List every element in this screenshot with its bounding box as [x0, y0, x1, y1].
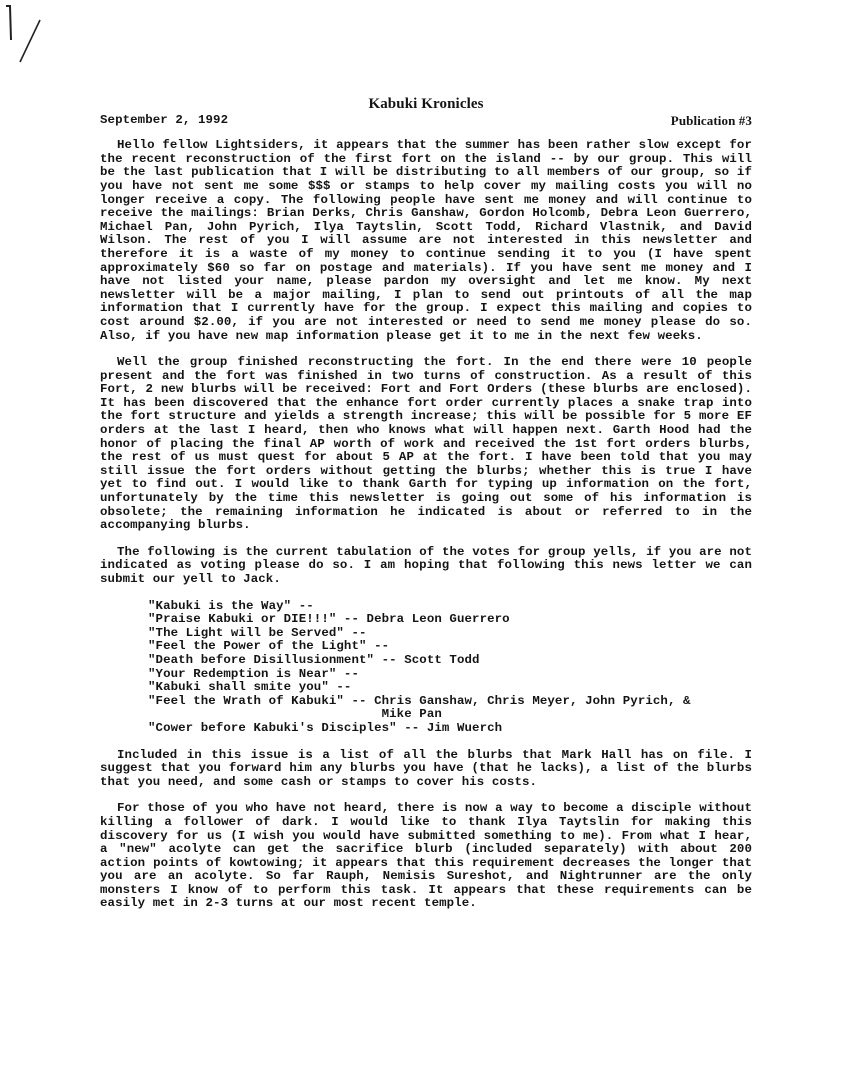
- yell-item: "Kabuki shall smite you" --: [148, 680, 352, 695]
- yell-vote-list: [100, 600, 752, 736]
- newsletter-meta: [100, 114, 752, 128]
- yell-item: "Praise Kabuki or DIE!!!" -- Debra Leon Guerrero: [148, 612, 510, 627]
- publication-number: Publication #3: [670, 112, 752, 128]
- newsletter-title: Kabuki Kronicles: [368, 96, 484, 112]
- yell-item: "Cower before Kabuki's Disciples" -- Jim Wuerch: [148, 720, 503, 735]
- paragraph-blurbs: Included in this issue is a list of all the blurbs that Mark Hall has on file. I suggest that you forward him any blurbs you have (that he lacks), a list of the blurbs that you need, and some cash or stamps to cover his costs.: [100, 747, 752, 789]
- issue-date: September 2, 1992: [100, 112, 229, 127]
- yell-item: "The Light will be Served" --: [148, 625, 367, 640]
- newsletter-page: [100, 98, 752, 924]
- yell-item: "Your Redemption is Near" --: [148, 666, 359, 681]
- yell-item: "Kabuki is the Way" --: [148, 598, 314, 613]
- paragraph-yells-intro: The following is the current tabulation of the votes for group yells, if you are not indicated as voting please do so. I am hoping that following this news letter we can submit our yell to Jack.: [100, 544, 752, 586]
- paragraph-disciple: For those of you who have not heard, there is now a way to become a disciple without killing a follower of dark. I would like to thank Ilya Taytslin for making this discovery for us (I wish you would have submitted something to me). From what I hear, a "new" acolyte can get the sacrifice blurb (included separately) with about 200 action points of kowtowing; it appears that this requirement decreases the longer that you are an acolyte. So far Rauph, Nemisis Sureshot, and Nightrunner are the only monsters I know of to perform this task. It appears that these requirements can be easily met in 2-3 turns at our most recent temple.: [100, 801, 752, 911]
- yell-item: "Death before Disillusionment" -- Scott Todd: [148, 652, 480, 667]
- yell-item: "Feel the Wrath of Kabuki" -- Chris Ganshaw, Chris Meyer, John Pyrich, & Mike Pan: [148, 693, 691, 722]
- paragraph-fort: Well the group finished reconstructing the fort. In the end there were 10 people present and the fort was finished in two turns of construction. As a result of this Fort, 2 new blurbs will be received: Fort and Fort Orders (these blurbs are enclosed). It has been discovered that the enhance fort order currently places a snake trap into the fort structure and yields a strength increase; this will be possible for 5 more EF orders at the last I heard, then who knows what will happen next. Garth Hood had the honor of placing the final AP worth of work and received the 1st fort orders blurbs, the rest of us must quest for about 5 AP at the fort. I have been told that you may still issue the fort orders without getting the blurbs; whether this is true I have yet to find out. I would like to thank Garth for typing up information on the fort, unfortunately by the time this newsletter is going out some of his information is obsolete; the remaining information he indicated is about or referred to in the accompanying blurbs.: [100, 355, 752, 533]
- yell-item: "Feel the Power of the Light" --: [148, 639, 390, 654]
- paragraph-intro: Hello fellow Lightsiders, it appears that the summer has been rather slow except for the recent reconstruction of the first fort on the island -- by our group. This will be the last publication that I will be distributing to all members of our group, so if you have not sent me some $$$ or stamps to help cover my mailing costs you will no longer receive a copy. The following people have sent me money and will continue to receive the mailings: Brian Derks, Chris Ganshaw, Gordon Holcomb, Debra Leon Guerrero, Michael Pan, John Pyrich, Ilya Taytslin, Scott Todd, Richard Vlastnik, and David Wilson. The rest of you I will assume are not interested in this newsletter and therefore it is a waste of my money to continue sending it to you (I have spent approximately $60 so far on postage and materials). If you have sent me money and I have not listed your name, please pardon my oversight and let me know. My next newsletter will be a major mailing, I plan to send out printouts of all the map information that I currently have for the group. I expect this mailing and copies to cost around $2.00, if you are not interested or need to send me money please do so. Also, if you have new map information please get it to me in the next few weeks.: [100, 138, 752, 343]
